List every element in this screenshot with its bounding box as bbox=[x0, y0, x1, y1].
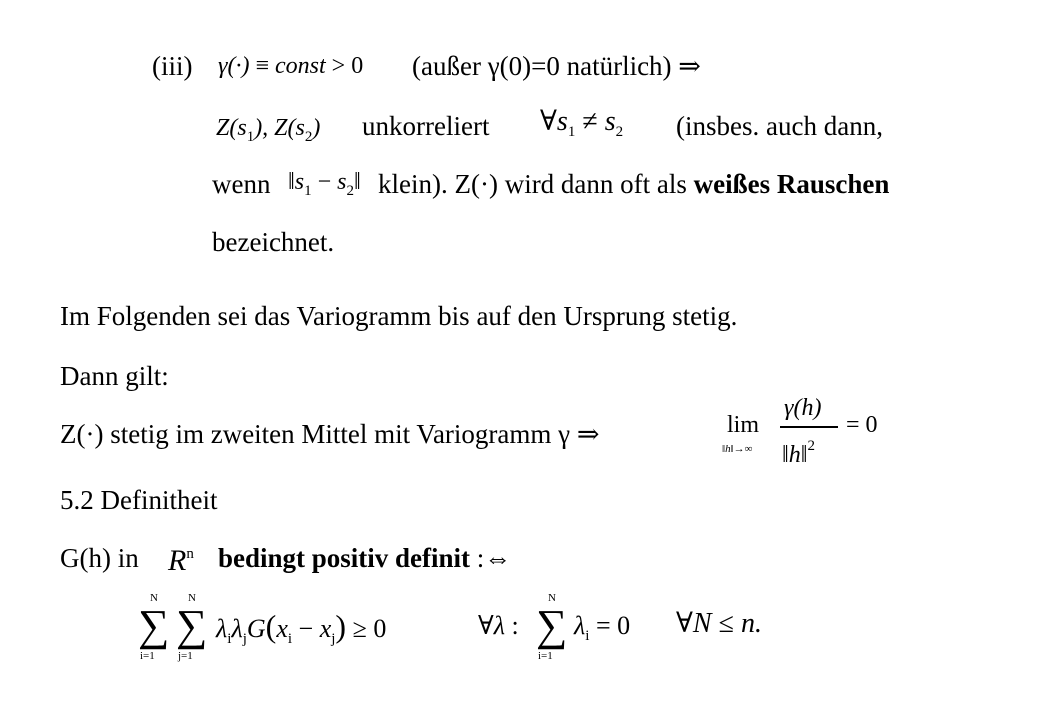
klein-text: klein). Z(·) wird dann oft als weißes Rauschen bbox=[378, 169, 890, 199]
section-heading-5-2: 5.2 Definitheit bbox=[60, 485, 218, 515]
sum-cond-lower: i=1 bbox=[538, 650, 553, 662]
forall-n: ∀N ≤ n. bbox=[676, 608, 762, 639]
item-label-iii: (iii) bbox=[152, 51, 193, 81]
fraction-denominator: ‖h‖$^2$ bbox=[782, 438, 815, 468]
space-rn: $R^n$ bbox=[168, 544, 194, 577]
fraction-numerator: γ(h) bbox=[784, 395, 822, 421]
sum-j-upper: N bbox=[188, 592, 196, 604]
fraction-bar bbox=[780, 426, 838, 428]
forall-lambda: ∀λ : bbox=[478, 611, 519, 640]
sum-cond-symbol: ∑ bbox=[536, 601, 568, 650]
norm-formula: $‖s_1$ − $s_2‖$ bbox=[288, 169, 361, 199]
limit-equals-zero: = 0 bbox=[846, 412, 878, 438]
sum-cond-body: $\lambda_i = 0$ bbox=[574, 611, 631, 644]
dann-gilt: Dann gilt: bbox=[60, 361, 169, 391]
lim-subscript: ‖h‖→∞ bbox=[722, 443, 753, 455]
sum-body: $\lambda_i\lambda_jG(x_i - x_j) \ge 0$ bbox=[216, 608, 387, 647]
sum-i-symbol: ∑ bbox=[138, 601, 170, 650]
note-gamma-zero: (außer γ(0)=0 natürlich) ⇒ bbox=[412, 51, 701, 81]
bezeichnet-text: bezeichnet. bbox=[212, 227, 335, 257]
sum-cond-upper: N bbox=[548, 592, 556, 604]
uncorrelated-text: unkorreliert bbox=[362, 111, 490, 141]
definition-start: G(h) in bbox=[60, 543, 139, 573]
sum-j-lower: j=1 bbox=[178, 650, 193, 662]
wenn-text: wenn bbox=[212, 169, 271, 199]
definition-term: bedingt positiv definit :⇔ bbox=[218, 543, 512, 573]
stetig-statement: Z(·) stetig im zweiten Mittel mit Variogramm γ ⇒ bbox=[60, 419, 600, 449]
continuity-intro: Im Folgenden sei das Variogramm bis auf den Ursprung stetig. bbox=[60, 301, 738, 331]
sum-i-upper: N bbox=[150, 592, 158, 604]
lim-operator: lim bbox=[727, 412, 760, 438]
sum-j-symbol: ∑ bbox=[176, 601, 208, 650]
forall-condition: $\forall s_1 \ne s_2$ bbox=[540, 106, 624, 140]
white-noise-term: weißes Rauschen bbox=[693, 169, 890, 199]
insbes-text: (insbes. auch dann, bbox=[676, 111, 883, 141]
gamma-const-formula: γ(·) ≡ const > 0 bbox=[218, 53, 364, 79]
sum-i-lower: i=1 bbox=[140, 650, 155, 662]
pair-formula: $Z(s_1)$, $Z(s_2)$ bbox=[216, 115, 321, 145]
